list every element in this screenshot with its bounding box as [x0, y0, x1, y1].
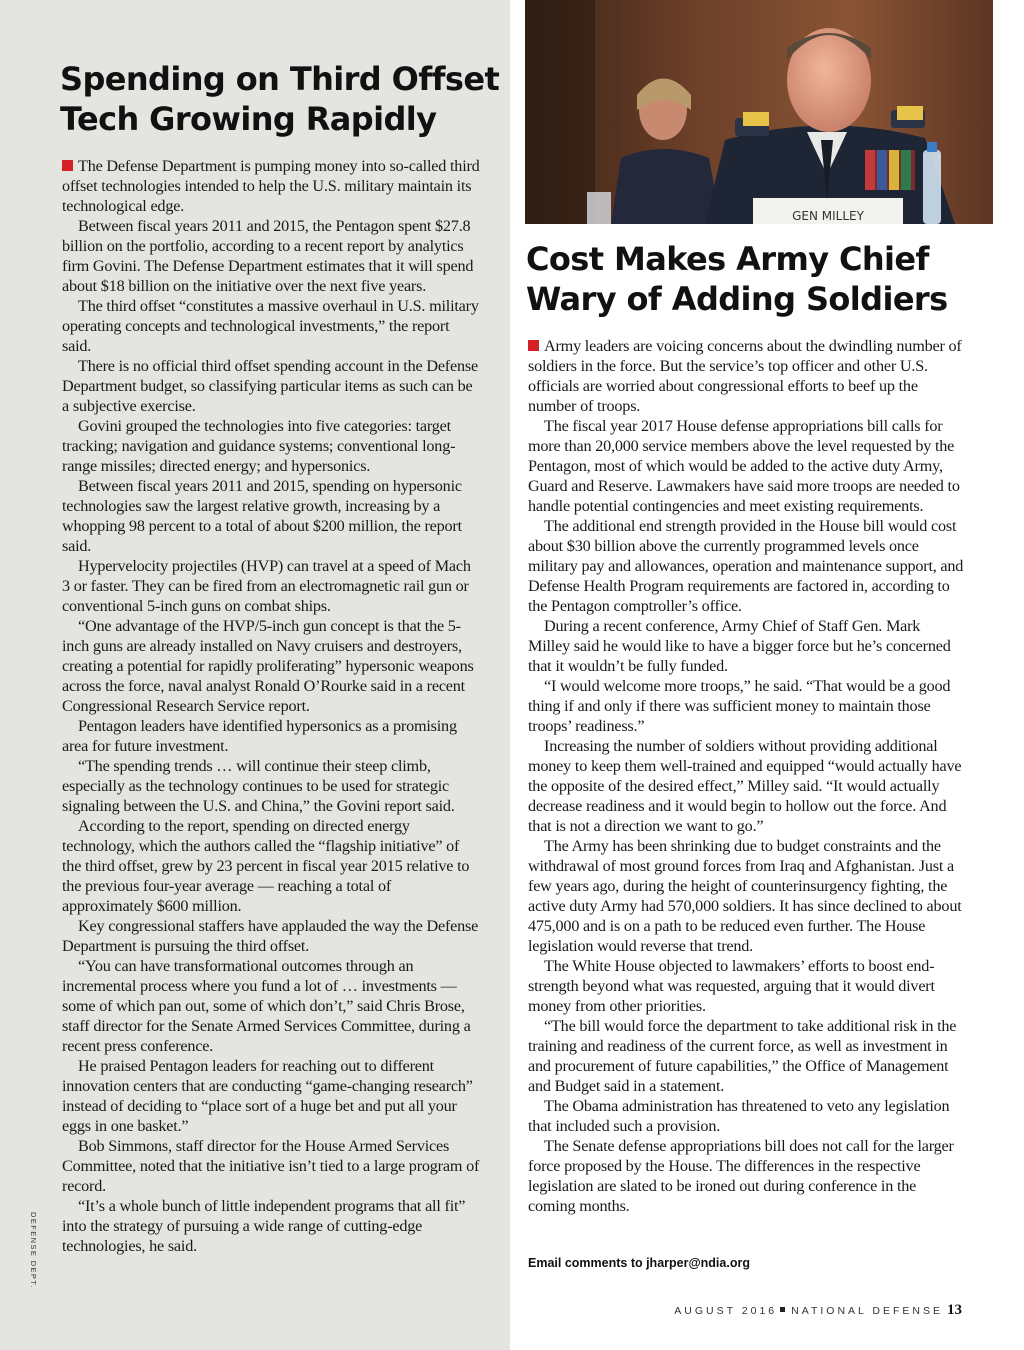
article-paragraph: Bob Simmons, staff director for the House Armed Services Committee, noted that the initiative isn’t tied to a large program of record.: [62, 1137, 480, 1195]
article-paragraph: The Senate defense appropriations bill does not call for the larger force proposed by the House. The differences in the respective legislation are slated to be ironed out during conference in the coming months.: [528, 1137, 954, 1215]
article-paragraph: Between fiscal years 2011 and 2015, spending on hypersonic technologies saw the largest relative growth, increasing by a whopping 98 percent to a total of about $200 million, the report said.: [62, 477, 462, 555]
left-article-body: [62, 156, 482, 1256]
article-paragraph: During a recent conference, Army Chief of Staff Gen. Mark Milley said he would like to have a bigger force but he’s concerned that it wouldn’t be fully funded.: [528, 617, 951, 675]
article-paragraph: Between fiscal years 2011 and 2015, the Pentagon spent $27.8 billion on the portfolio, according to a recent report by analytics firm Govini. The Defense Department estimates that it will spend about $18 billion on the initiative over the next five years.: [62, 217, 474, 295]
photo-credit: DEFENSE DEPT.: [29, 1212, 38, 1289]
article-paragraph: “One advantage of the HVP/5-inch gun concept is that the 5-inch guns are already installed on Navy cruisers and destroyers, creating a potential for rapidly proliferating” hypersonic weapons across the force, naval analyst Ronald O’Rourke said in a recent Congressional Research Service report.: [62, 617, 474, 715]
page-number: 13: [947, 1302, 962, 1318]
article-paragraph: The additional end strength provided in the House bill would cost about $30 billion above the currently programmed levels once military pay and allowances, operation and maintenance support, and Defense Health Program requirements are factored in, according to the Pentagon comptroller’s office.: [528, 517, 964, 615]
right-article-body: [528, 336, 964, 1216]
footer-issue-date: AUGUST 2016: [674, 1305, 778, 1317]
article-paragraph: Govini grouped the technologies into five categories: target tracking; navigation and guidance systems; conventional long-range missiles; directed energy; and hypersonics.: [62, 417, 456, 475]
article-paragraph: The Obama administration has threatened to veto any legislation that included such a provision.: [528, 1097, 950, 1135]
page-footer: [674, 1302, 962, 1319]
article-paragraph: The Army has been shrinking due to budget constraints and the withdrawal of most ground forces from Iraq and Afghanistan. Just a few years ago, during the height of counterinsurgency fighting, the active duty Army had 570,000 soldiers. It has since declined to about 475,000 and is on a path to be reduced even further. The House legislation would reverse that trend.: [528, 837, 962, 955]
section-marker-icon: [528, 340, 539, 351]
article-paragraph: Army leaders are voicing concerns about the dwindling number of soldiers in the force. But the service’s top officer and other U.S. officials are worried about congressional efforts to beef up the number of troops.: [528, 337, 962, 415]
article-paragraph: Increasing the number of soldiers without providing additional money to keep them well-trained and equipped “would actually have the opposite of the desired effect,” Milley said. “It would actually decrease readiness and it would begin to hollow out the force. And that is not a direction we want to go.”: [528, 737, 962, 835]
article-paragraph: “It’s a whole bunch of little independent programs that all fit” into the strategy of pursuing a wide range of cutting-edge technologies, he said.: [62, 1197, 466, 1255]
article-paragraph: “The spending trends … will continue their steep climb, especially as the technology continues to be used for strategic signaling between the U.S. and China,” the Govini report said.: [62, 757, 455, 815]
article-paragraph: “The bill would force the department to take additional risk in the training and readiness of the current force, as well as investment in and procurement of future capabilities,” the Office of Management and Budget said in a statement.: [528, 1017, 957, 1095]
general-testifying-photo: [525, 0, 993, 224]
article-paragraph: Key congressional staffers have applauded the way the Defense Department is pursuing the third offset.: [62, 917, 479, 955]
article-paragraph: He praised Pentagon leaders for reaching out to different innovation centers that are conducting “game-changing research” instead of deciding to “place sort of a huge bet and put all your eggs in one basket.”: [62, 1057, 473, 1135]
left-headline: Spending on Third Offset Tech Growing Rapidly: [60, 60, 500, 138]
article-paragraph: The White House objected to lawmakers’ efforts to boost end-strength beyond what was requested, arguing that it would divert money from other priorities.: [528, 957, 935, 1015]
right-headline: Cost Makes Army Chief Wary of Adding Soldiers: [526, 240, 948, 318]
nameplate-text: GEN MILLEY: [792, 209, 864, 223]
right-margin: [993, 0, 1024, 1350]
article-paragraph: Pentagon leaders have identified hypersonics as a promising area for future investment.: [62, 717, 457, 755]
footer-publication: NATIONAL DEFENSE: [791, 1305, 943, 1317]
email-comments-line: Email comments to jharper@ndia.org: [528, 1256, 750, 1270]
section-marker-icon: [62, 160, 73, 171]
footer-separator-icon: [780, 1307, 785, 1312]
article-paragraph: “You can have transformational outcomes through an incremental process where you fund a lot of … investments — some of which pan out, some of which don’t,” said Chris Brose, staff director for the Senate Armed Services Committee, during a recent press conference.: [62, 957, 471, 1055]
article-photo: [525, 0, 993, 224]
article-paragraph: The fiscal year 2017 House defense appropriations bill calls for more than 20,000 service members above the level requested by the Pentagon, most of which would be added to the active duty Army, Guard and Reserve. Lawmakers have said more troops are needed to handle potential contingencies and meet existing requirements.: [528, 417, 960, 515]
article-paragraph: The third offset “constitutes a massive overhaul in U.S. military operating concepts and technological investments,” the report said.: [62, 297, 479, 355]
article-paragraph: There is no official third offset spending account in the Defense Department budget, so classifying particular items as such can be a subjective exercise.: [62, 357, 478, 415]
article-paragraph: The Defense Department is pumping money into so-called third offset technologies intended to help the U.S. military maintain its technological edge.: [62, 157, 480, 215]
article-paragraph: Hypervelocity projectiles (HVP) can travel at a speed of Mach 3 or faster. They can be fired from an electromagnetic rail gun or conventional 5-inch guns on combat ships.: [62, 557, 471, 615]
article-paragraph: According to the report, spending on directed energy technology, which the authors called the “flagship initiative” of the third offset, grew by 23 percent in fiscal year 2015 relative to the previous four-year average — reaching a total of approximately $600 million.: [62, 817, 470, 915]
article-paragraph: “I would welcome more troops,” he said. “That would be a good thing if and only if there was sufficient money to maintain those troops’ readiness.”: [528, 677, 951, 735]
